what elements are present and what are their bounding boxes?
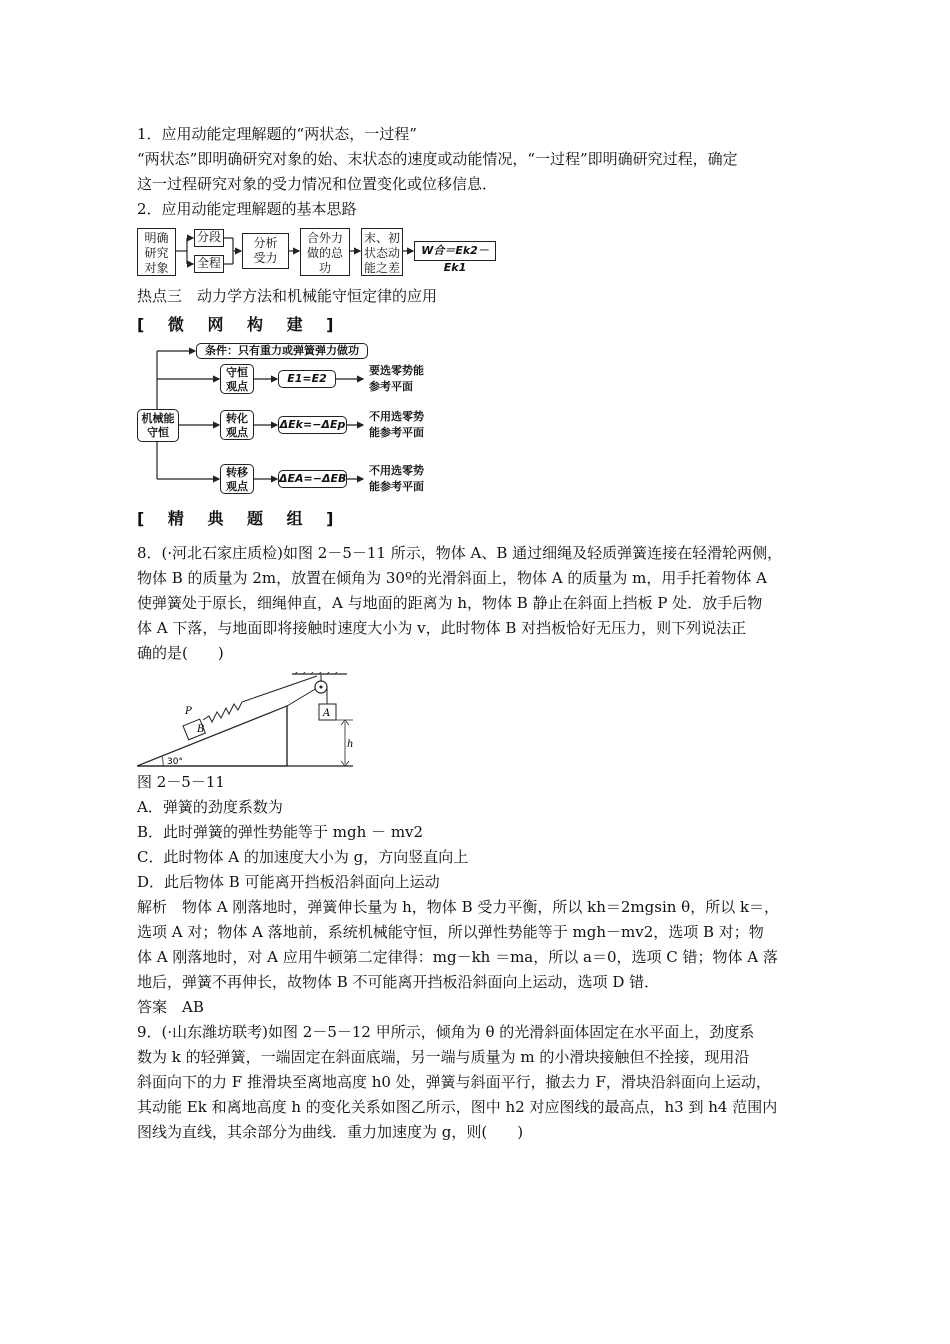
question-text-line: 确的是( ) — [137, 644, 224, 662]
hotspot-heading: 热点三 动力学方法和机械能守恒定律的应用 — [137, 287, 438, 305]
incline-wedge — [137, 706, 287, 766]
label-angle: 30° — [167, 757, 183, 767]
question-text-line: 数为 k 的轻弹簧，一端固定在斜面底端，另一端与质量为 m 的小滑块接触但不拴接，现用沿 — [137, 1048, 750, 1066]
option-a: A．弹簧的劲度系数为 — [137, 798, 283, 816]
flow-step-force-line: 受力 — [253, 251, 278, 265]
flow-step-whole: 全程 — [194, 255, 224, 273]
network-result-line: 能参考平面 — [369, 480, 424, 493]
flow-step-segment: 分段 — [194, 229, 224, 247]
incline-pulley-diagram — [137, 672, 367, 770]
network-result-line: 要选零势能 — [369, 364, 424, 377]
network-view-line: 观点 — [226, 380, 248, 393]
flow-step-force-line: 分析 — [253, 236, 278, 250]
option-b: B．此时弹簧的弹性势能等于 mgh － mv2 — [137, 823, 424, 841]
question-text-line: 其动能 Ek 和离地高度 h 的变化关系如图乙所示，图中 h2 对应图线的最高点，h3 到 h4 范围内 — [137, 1098, 778, 1116]
flow-step-force — [242, 233, 289, 269]
network-result-line: 能参考平面 — [369, 426, 424, 439]
network-main-box — [137, 409, 179, 442]
answer-line: 答案 AB — [137, 998, 204, 1016]
analysis-line: 体 A 刚落地时，对 A 应用牛顿第二定律得：mg－kh ＝ma，所以 a＝0，选项 C 错；物体 A 落 — [137, 948, 778, 966]
question-text-line: 体 A 下落，与地面即将接触时速度大小为 v，此时物体 B 对挡板恰好无压力，则下列说法正 — [137, 619, 747, 637]
section-bracket-network: [ 微 网 构 建 ] — [137, 315, 343, 334]
network-main-line: 守恒 — [147, 426, 169, 439]
network-result-3 — [369, 463, 424, 495]
question-9 — [137, 1020, 827, 1145]
question-8 — [137, 541, 827, 1020]
analysis-line: 选项 A 对；物体 A 落地前，系统机械能守恒，所以弹性势能等于 mgh－mv2，选项 B 对；物 — [137, 923, 764, 941]
question-text-line: 图线为直线，其余部分为曲线．重力加速度为 g，则( ) — [137, 1123, 524, 1141]
section1-heading: 1．应用动能定理解题的“两状态，一过程” — [137, 125, 417, 143]
flow-step-energy-line: 能之差 — [363, 261, 400, 275]
network-view-line: 观点 — [226, 480, 248, 493]
flow-step-energy-line: 状态动 — [363, 246, 400, 260]
network-view-line: 观点 — [226, 426, 248, 439]
section1-text-line: “两状态”即明确研究对象的始、末状态的速度或动能情况，“一过程”即明确研究过程，确定 — [137, 150, 738, 168]
flow-step-work-line: 做的总 — [306, 246, 343, 260]
figure-caption: 图 2－5－11 — [137, 773, 225, 791]
section2-heading: 2．应用动能定理解题的基本思路 — [137, 200, 357, 218]
question-text-line: 9．(·山东潍坊联考)如图 2－5－12 甲所示，倾角为 θ 的光滑斜面体固定在水平面上，劲度系 — [137, 1023, 755, 1041]
network-result-line: 参考平面 — [369, 380, 413, 393]
label-b: B — [197, 724, 205, 735]
flow-step-energy-line: 末、初 — [363, 231, 400, 245]
flow-step-object-line: 研究 — [144, 246, 169, 260]
section1-text-line: 这一过程研究对象的受力情况和位置变化或位移信息． — [137, 175, 498, 193]
network-result-line: 不用选零势 — [369, 464, 424, 477]
network-result-2 — [369, 409, 424, 441]
network-view-convert — [220, 410, 254, 440]
question-text-line: 使弹簧处于原长，细绳伸直，A 与地面的距离为 h，物体 B 静止在斜面上挡板 P 处．放手后物 — [137, 594, 763, 612]
network-view-conserve — [220, 364, 254, 394]
flow-step-object — [137, 228, 176, 276]
spring — [203, 702, 242, 722]
question-text-line: 斜面向下的力 F 推滑块至离地高度 h0 处，弹簧与斜面平行，撤去力 F，滑块沿斜面向上运动， — [137, 1073, 771, 1091]
document-page — [137, 122, 827, 1145]
question-text-line: 物体 B 的质量为 2m，放置在倾角为 30º的光滑斜面上，物体 A 的质量为 m，用手托着物体 A — [137, 569, 767, 587]
flow-step-energy-diff — [361, 228, 403, 276]
network-equation-2: ΔEk=−ΔEp — [278, 416, 347, 434]
label-p: P — [185, 706, 192, 717]
question-text-line: 8．(·河北石家庄质检)如图 2－5－11 所示，物体 A、B 通过细绳及轻质弹簧连接在轻滑轮两侧， — [137, 544, 783, 562]
flow-step-object-line: 明确 — [144, 231, 169, 245]
solution-flowchart — [137, 224, 827, 278]
flow-step-work-line: 合外力 — [306, 231, 343, 245]
flow-formula: W合＝Ek2－Ek1 — [414, 241, 496, 261]
energy-conservation-network — [137, 341, 827, 505]
network-view-transfer — [220, 464, 254, 494]
network-result-1 — [369, 363, 424, 395]
network-condition-box: 条件：只有重力或弹簧弹力做功 — [196, 343, 368, 359]
analysis-line: 解析 物体 A 刚落地时，弹簧伸长量为 h，物体 B 受力平衡，所以 kh＝2mgsin θ，所以 k＝， — [137, 898, 780, 916]
label-h: h — [347, 739, 354, 750]
network-equation-3: ΔEA=−ΔEB — [278, 470, 347, 488]
network-view-line: 转化 — [226, 412, 248, 425]
label-a: A — [323, 708, 331, 719]
network-result-line: 不用选零势 — [369, 410, 424, 423]
network-view-line: 守恒 — [226, 366, 248, 379]
network-main-line: 机械能 — [141, 412, 175, 425]
flow-step-work-line: 功 — [318, 261, 331, 275]
figure-incline-pulley — [137, 672, 827, 770]
rope — [242, 676, 317, 702]
option-d: D．此后物体 B 可能离开挡板沿斜面向上运动 — [137, 873, 440, 891]
network-view-line: 转移 — [226, 466, 248, 479]
flow-step-work — [300, 228, 350, 276]
flow-step-object-line: 对象 — [144, 261, 169, 275]
network-equation-1: E1=E2 — [278, 370, 336, 388]
section-bracket-problems: [ 精 典 题 组 ] — [137, 509, 343, 528]
option-c: C．此时物体 A 的加速度大小为 g，方向竖直向上 — [137, 848, 469, 866]
analysis-line: 地后，弹簧不再伸长，故物体 B 不可能离开挡板沿斜面向上运动，选项 D 错． — [137, 973, 660, 991]
